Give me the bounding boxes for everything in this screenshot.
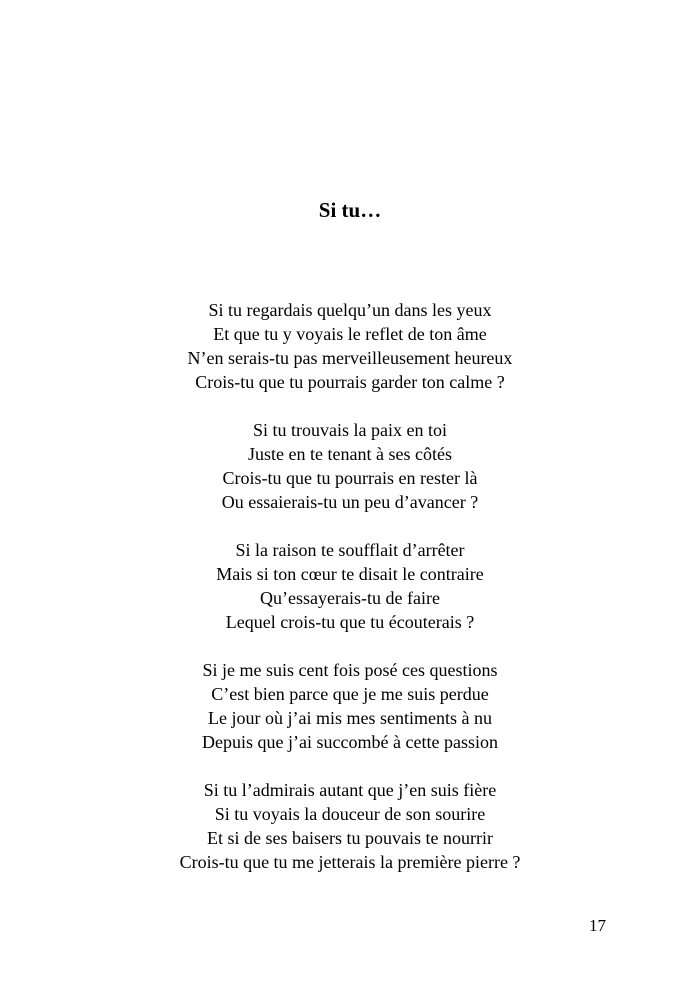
poem-line: Mais si ton cœur te disait le contraire	[216, 564, 484, 584]
stanza	[0, 418, 700, 514]
stanza	[0, 778, 700, 874]
poem-line: Juste en te tenant à ses côtés	[248, 444, 452, 464]
poem-line: Si je me suis cent fois posé ces questions	[202, 660, 498, 680]
stanza	[0, 538, 700, 634]
poem-line: Et si de ses baisers tu pouvais te nourrir	[207, 828, 493, 848]
poem-body	[0, 298, 700, 898]
poem-line: Ou essaierais-tu un peu d’avancer ?	[221, 492, 479, 512]
poem-line: Qu’essayerais-tu de faire	[260, 588, 440, 608]
poem-line: Crois-tu que tu me jetterais la première pierre ?	[179, 852, 521, 872]
poem-line: Si tu trouvais la paix en toi	[253, 420, 447, 440]
poem-line: C’est bien parce que je me suis perdue	[211, 684, 489, 704]
poem-line: Le jour où j’ai mis mes sentiments à nu	[208, 708, 492, 728]
poem-title: Si tu…	[318, 198, 382, 222]
poem-line: Et que tu y voyais le reflet de ton âme	[213, 324, 487, 344]
poem-line: Crois-tu que tu pourrais garder ton calme ?	[195, 372, 505, 392]
poem-line: Si tu l’admirais autant que j’en suis fière	[203, 780, 497, 800]
stanza	[0, 658, 700, 754]
poem-line: N’en serais-tu pas merveilleusement heureux	[187, 348, 513, 368]
poem-line: Si tu voyais la douceur de son sourire	[214, 804, 486, 824]
page-number: 17	[589, 916, 606, 935]
stanza	[0, 298, 700, 394]
poem-line: Crois-tu que tu pourrais en rester là	[222, 468, 478, 488]
poem-line: Lequel crois-tu que tu écouterais ?	[225, 612, 475, 632]
poem-line: Si tu regardais quelqu’un dans les yeux	[208, 300, 492, 320]
poem-line: Depuis que j’ai succombé à cette passion	[202, 732, 498, 752]
poem-line: Si la raison te soufflait d’arrêter	[235, 540, 465, 560]
